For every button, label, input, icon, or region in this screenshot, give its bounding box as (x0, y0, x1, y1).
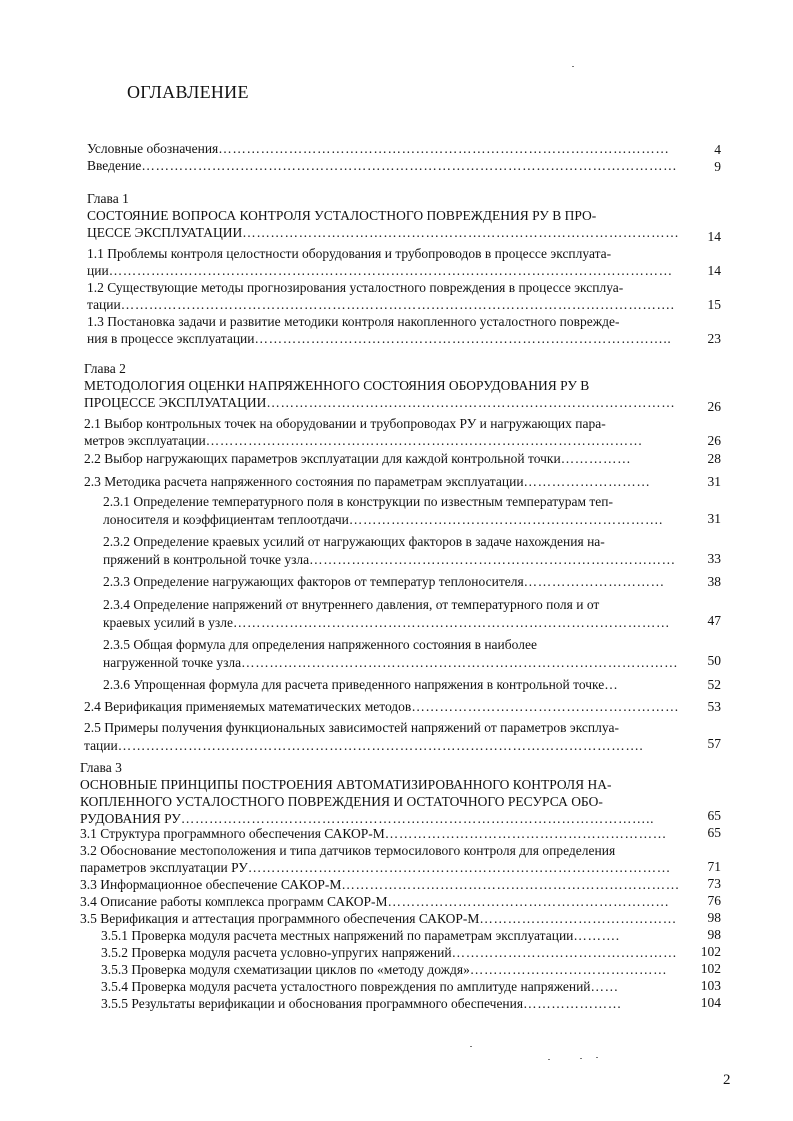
scan-speck (572, 66, 574, 67)
leader-dots: …………………………………………………… (387, 894, 670, 909)
leader-dots: …………………………………………………………………………… (266, 395, 676, 410)
entry-line: 2.5 Примеры получения функциональных зависимостей напряжений от параметров эксплуа- (84, 720, 619, 735)
toc-entry (101, 961, 667, 978)
toc-entry-text: 3.4 Описание работы комплекса программ САКОР-М (80, 894, 388, 909)
heading-line: КОПЛЕННОГО УСТАЛОСТНОГО ПОВРЕЖДЕНИЯ И ОСТАТОЧНОГО РЕСУРСА ОБО- (80, 794, 603, 809)
toc-entry-text: 3.5 Верификация и аттестация программного обеспечения САКОР-М (80, 911, 480, 926)
entry-line: 2.3.1 Определение температурного поля в конструкции по известным температурам теп- (103, 494, 614, 509)
leader-dots: ………………………………………… (451, 945, 678, 960)
chapter-label: Глава 1 (87, 191, 129, 206)
toc-entry-text: 2.2 Выбор нагружающих параметров эксплуатации для каждой контрольной точки (84, 451, 561, 466)
leader-dots: …………………………………… (469, 962, 668, 977)
page-ref: 57 (707, 736, 721, 751)
toc-entry-text: 3.5.1 Проверка модуля расчета местных напряжений по параметрам эксплуатации (101, 928, 574, 943)
page-ref: 47 (707, 613, 721, 628)
leader-dots: ……………………………………………………………………………… (247, 860, 671, 875)
leader-dots: ……………………………………………………………… (341, 877, 680, 892)
entry-line (103, 511, 663, 528)
toc-entry (87, 140, 669, 157)
page-ref: 104 (700, 995, 721, 1010)
entry-line: 2.1 Выбор контрольных точек на оборудовании и трубопроводах РУ и нагружающих пара- (84, 416, 606, 431)
entry-line (103, 654, 678, 671)
leader-dots: ………………………………………………………………………………… (232, 615, 671, 630)
entry-line-text: тации (87, 297, 121, 312)
leader-dots: ………………………………………………………………………………… (241, 655, 679, 670)
chapter-label: Глава 2 (84, 361, 126, 376)
heading-line (87, 224, 679, 241)
entry-line: 1.3 Постановка задачи и развитие методики контроля накопленного усталостного поврежде- (87, 314, 620, 329)
heading-line (84, 394, 675, 411)
page-ref: 98 (707, 927, 721, 942)
entry-line: 3.2 Обоснование местоположения и типа датчиков термосилового контроля для определения (80, 843, 616, 858)
page-ref: 65 (707, 808, 721, 823)
entry-line: 2.3.2 Определение краевых усилий от нагружающих факторов в задаче нахождения на- (103, 534, 605, 549)
page-ref: 33 (707, 551, 721, 566)
heading-line-text: РУДОВАНИЯ РУ (80, 811, 181, 826)
leader-dots: ………. (573, 928, 620, 943)
leader-dots: ………………… (523, 996, 622, 1011)
leader-dots: ……………………………………………………………………………………….. (180, 811, 655, 826)
toc-entry-text: 2.3 Методика расчета напряженного состояния по параметрам эксплуатации (84, 474, 524, 489)
entry-line: 2.3.5 Общая формула для определения напряженного состояния в наиболее (103, 637, 537, 652)
toc-entry-text: 3.5.3 Проверка модуля схематизации циклов по «методу дождя» (101, 962, 470, 977)
leader-dots: …………………………………………………………………………………… (218, 141, 670, 156)
page-ref: 4 (714, 142, 721, 157)
page-ref: 53 (707, 699, 721, 714)
heading-line: СОСТОЯНИЕ ВОПРОСА КОНТРОЛЯ УСТАЛОСТНОГО ПОВРЕЖДЕНИЯ РУ В ПРО- (87, 208, 597, 223)
toc-entry-text: 3.5.4 Проверка модуля расчета усталостного повреждения по амплитуде напряжений (101, 979, 591, 994)
toc-entry (101, 927, 620, 944)
entry-line-text: ния в процессе эксплуатации (87, 331, 255, 346)
entry-line (87, 330, 671, 347)
entry-line-text: лоносителя и коэффициентам теплоотдачи (103, 512, 349, 527)
toc-entry (80, 893, 670, 910)
page-ref: 71 (707, 859, 721, 874)
toc-entry-text: Введение (87, 158, 142, 173)
entry-line (87, 262, 673, 279)
chapter-label: Глава 3 (80, 760, 122, 775)
scan-speck (548, 1059, 550, 1060)
entry-line-text: краевых усилий в узле (103, 615, 233, 630)
page-ref: 26 (707, 399, 721, 414)
toc-entry-text: 3.5.2 Проверка модуля расчета условно-упругих напряжений (101, 945, 452, 960)
page-ref: 102 (700, 961, 721, 976)
toc-entry (101, 995, 622, 1012)
leader-dots: ……………………… (523, 474, 651, 489)
entry-line (103, 614, 670, 631)
toc-entry (80, 825, 667, 842)
page-ref: 98 (707, 910, 721, 925)
toc-entry (87, 157, 677, 174)
toc-entry-text: Условные обозначения (87, 141, 219, 156)
entry-line (80, 859, 671, 876)
leader-dots: …………………………………………………… (384, 826, 667, 841)
page-ref: 23 (707, 331, 721, 346)
leader-dots: … (604, 677, 619, 692)
page-ref: 52 (707, 677, 721, 692)
toc-entry (101, 944, 677, 961)
heading-line-text: ПРОЦЕССЕ ЭКСПЛУАТАЦИИ (84, 395, 267, 410)
page-ref: 102 (700, 944, 721, 959)
toc-entry (84, 450, 631, 467)
scan-speck (596, 1057, 598, 1058)
toc-entry (101, 978, 619, 995)
toc-entry (80, 876, 680, 893)
toc-entry-text: 2.4 Верификация применяемых математических методов (84, 699, 412, 714)
scan-speck (580, 1058, 582, 1059)
toc-entry (80, 910, 677, 927)
toc-entry-text: 3.3 Информационное обеспечение САКОР-М (80, 877, 342, 892)
leader-dots: ………………………………………………………………………………… (242, 225, 680, 240)
page-ref: 28 (707, 451, 721, 466)
leader-dots: …………………………………………………………………………………………………. (117, 738, 644, 753)
page-ref: 31 (707, 511, 721, 526)
entry-line-text: ции (87, 263, 109, 278)
entry-line: 2.3.4 Определение напряжений от внутреннего давления, от температурного поля и от (103, 597, 600, 612)
leader-dots: ………………………………………………………………………………… (205, 433, 643, 448)
leader-dots: …………………………………… (479, 911, 677, 926)
entry-line-text: нагруженной точке узла (103, 655, 242, 670)
leader-dots: …… (590, 979, 619, 994)
leader-dots: …………………………………………………………………………….. (254, 331, 672, 346)
page-ref: 76 (707, 893, 721, 908)
page-ref: 14 (707, 263, 721, 278)
page-ref: 50 (707, 653, 721, 668)
leader-dots: …………………………………………………………………… (309, 552, 676, 567)
entry-line-text: пряжений в контрольной точке узла (103, 552, 310, 567)
entry-line (87, 296, 675, 313)
scan-speck (470, 1046, 472, 1047)
toc-entry (103, 676, 618, 693)
page-ref: 9 (714, 159, 721, 174)
page-ref: 31 (707, 474, 721, 489)
leader-dots: …………………………………………………………. (348, 512, 664, 527)
page-ref: 38 (707, 574, 721, 589)
toc-entry-text: 2.3.6 Упрощенная формула для расчета приведенного напряжения в контрольной точке (103, 677, 605, 692)
entry-line-text: метров эксплуатации (84, 433, 206, 448)
toc-entry-text: 3.1 Структура программного обеспечения САКОР-М (80, 826, 385, 841)
entry-line (84, 432, 643, 449)
toc-entry (84, 698, 679, 715)
page-ref: 103 (700, 978, 721, 993)
leader-dots: …………… (560, 451, 632, 466)
heading-line-text: ЦЕССЕ ЭКСПЛУАТАЦИИ (87, 225, 243, 240)
leader-dots: ………………………… (523, 574, 665, 589)
leader-dots: ………………………………………………… (411, 699, 680, 714)
toc-entry (103, 573, 665, 590)
page-ref: 26 (707, 433, 721, 448)
page-number: 2 (723, 1072, 731, 1088)
page-ref: 15 (707, 297, 721, 312)
entry-line-text: параметров эксплуатации РУ (80, 860, 248, 875)
entry-line (103, 551, 676, 568)
heading-line: МЕТОДОЛОГИЯ ОЦЕНКИ НАПРЯЖЕННОГО СОСТОЯНИЯ ОБОРУДОВАНИЯ РУ В (84, 378, 590, 393)
heading-line: ОСНОВНЫЕ ПРИНЦИПЫ ПОСТРОЕНИЯ АВТОМАТИЗИРОВАННОГО КОНТРОЛЯ НА- (80, 777, 612, 792)
page-ref: 14 (707, 229, 721, 244)
page-ref: 65 (707, 825, 721, 840)
leader-dots: ………………………………………………………………………………………………………. (120, 297, 675, 312)
page-ref: 73 (707, 876, 721, 891)
leader-dots: …………………………………………………………………………………………………… (141, 158, 678, 173)
toc-entry-text: 3.5.5 Результаты верификации и обоснования программного обеспечения (101, 996, 524, 1011)
leader-dots: ………………………………………………………………………………………………………… (108, 263, 673, 278)
entry-line-text: тации (84, 738, 118, 753)
entry-line (84, 737, 643, 754)
entry-line: 1.1 Проблемы контроля целостности оборудования и трубопроводов в процессе эксплуата- (87, 246, 612, 261)
page-title: ОГЛАВЛЕНИЕ (127, 82, 249, 102)
toc-entry (84, 473, 650, 490)
entry-line: 1.2 Существующие методы прогнозирования усталостного повреждения в процессе эксплуа- (87, 280, 624, 295)
toc-entry-text: 2.3.3 Определение нагружающих факторов от температур теплоносителя (103, 574, 524, 589)
